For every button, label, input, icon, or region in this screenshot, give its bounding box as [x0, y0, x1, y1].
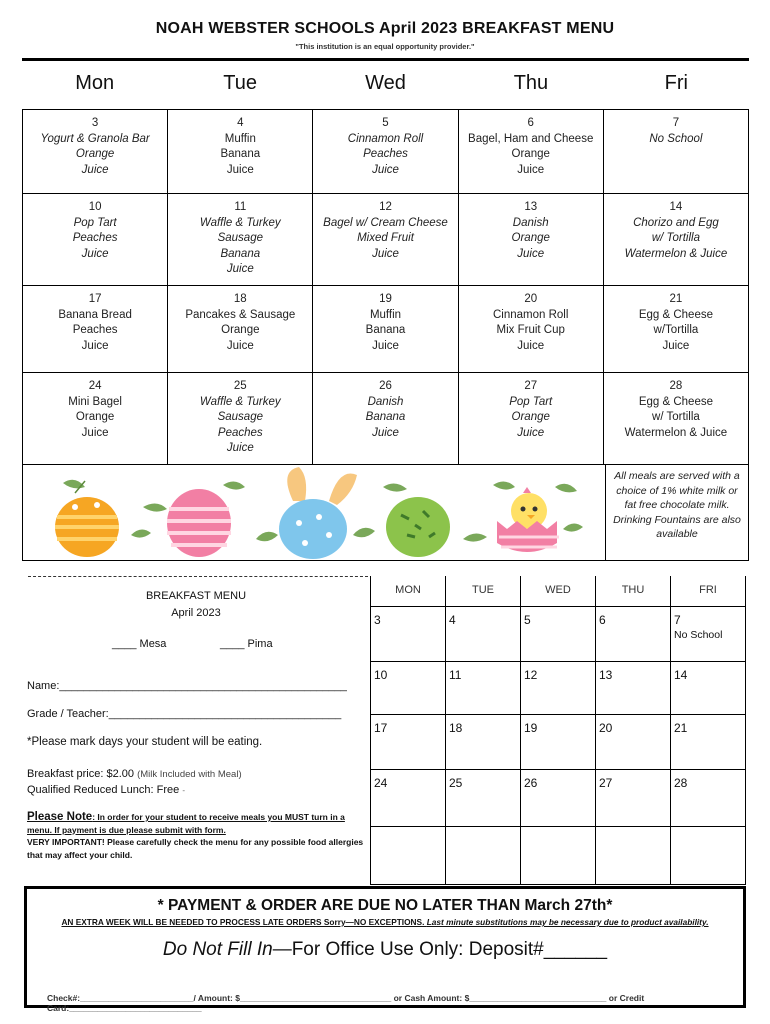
menu-day-cell: 14 Chorizo and Egg w/ Tortilla Watermelon & Juice — [604, 194, 749, 285]
menu-day-cell: 26 Danish Banana Juice — [313, 373, 458, 464]
weekday-fri: Fri — [664, 72, 688, 94]
weekday-header — [22, 64, 749, 104]
cal-day-box[interactable]: 20 — [596, 715, 671, 769]
chick-egg-icon — [497, 487, 559, 552]
menu-day-cell: 6 Bagel, Ham and Cheese Orange Juice — [459, 110, 604, 193]
menu-day-cell: 10 Pop Tart Peaches Juice — [23, 194, 168, 285]
office-use-line: Do Not Fill In—For Office Use Only: Deposit#______ — [162, 939, 608, 960]
cut-line — [28, 576, 368, 577]
menu-day-cell: 20 Cinnamon Roll Mix Fruit Cup Juice — [459, 286, 604, 372]
cal-day-box[interactable]: 5 — [521, 607, 596, 661]
pima-checkbox[interactable]: ____ Pima — [220, 638, 273, 650]
cal-day-box[interactable]: 14 — [671, 662, 746, 714]
cal-head-mon: MON — [371, 576, 446, 606]
menu-day-cell: 11 Waffle & Turkey Sausage Banana Juice — [168, 194, 313, 285]
cal-day-box[interactable]: 12 — [521, 662, 596, 714]
cal-day-box[interactable]: 25 — [446, 770, 521, 826]
cal-day-box[interactable]: 13 — [596, 662, 671, 714]
decor-row — [23, 465, 749, 561]
mark-days-instruction: *Please mark days your student will be eating. — [27, 736, 263, 748]
breakfast-price: Breakfast price: $2.00 (Milk Included with Meal) — [27, 768, 242, 780]
cal-day-box[interactable]: 4 — [446, 607, 521, 661]
menu-day-cell: 5 Cinnamon Roll Peaches Juice — [313, 110, 458, 193]
menu-day-cell: 25 Waffle & Turkey Sausage Peaches Juice — [168, 373, 313, 464]
cal-day-box-no-school: 7 No School — [671, 607, 746, 661]
cal-day-box[interactable]: 18 — [446, 715, 521, 769]
order-calendar — [370, 576, 746, 885]
mesa-checkbox[interactable]: ____ Mesa — [112, 638, 167, 650]
menu-day-cell: 13 Danish Orange Juice — [459, 194, 604, 285]
reduced-lunch: Qualified Reduced Lunch: Free - — [27, 784, 185, 796]
cal-day-box[interactable]: 19 — [521, 715, 596, 769]
calendar-row — [371, 827, 746, 885]
cal-day-box[interactable]: 3 — [371, 607, 446, 661]
calendar-row — [371, 662, 746, 715]
cal-day-box[interactable]: 21 — [671, 715, 746, 769]
weekday-thu: Thu — [513, 72, 549, 94]
orange-egg-icon — [55, 497, 119, 557]
cal-day-box[interactable] — [671, 827, 746, 884]
form-title: BREAKFAST MENU — [145, 590, 247, 602]
easter-eggs-illustration — [23, 465, 606, 560]
cal-day-box[interactable] — [596, 827, 671, 884]
cal-head-thu: THU — [596, 576, 671, 606]
easter-eggs-svg — [23, 465, 606, 561]
cal-day-box[interactable]: 17 — [371, 715, 446, 769]
menu-week-2 — [23, 194, 749, 286]
cal-day-box[interactable]: 6 — [596, 607, 671, 661]
menu-day-cell: 27 Pop Tart Orange Juice — [459, 373, 604, 464]
menu-day-cell: 12 Bagel w/ Cream Cheese Mixed Fruit Juice — [313, 194, 458, 285]
cal-day-box[interactable]: 27 — [596, 770, 671, 826]
calendar-header — [371, 576, 746, 607]
menu-grid — [22, 109, 749, 561]
menu-day-cell-no-school: 7 No School — [604, 110, 749, 193]
page-title: NOAH WEBSTER SCHOOLS April 2023 BREAKFAST MENU — [155, 20, 615, 37]
order-form — [22, 580, 370, 880]
weekday-tue: Tue — [223, 72, 257, 94]
calendar-row — [371, 770, 746, 827]
cal-day-box[interactable]: 11 — [446, 662, 521, 714]
green-egg-icon — [386, 497, 450, 557]
late-orders-note: AN EXTRA WEEK WILL BE NEEDED TO PROCESS LATE ORDERS Sorry—NO EXCEPTIONS. Last minute substitutions may be necessary due to product availability. — [61, 917, 709, 927]
menu-week-3 — [23, 286, 749, 373]
cal-day-box[interactable] — [446, 827, 521, 884]
please-note: Please Note: In order for your student to receive meals you MUST turn in a menu. If payment is due please submit with form. VERY IMPORTANT! Please carefully check the menu for any possible food allergies that may affect your child. — [27, 811, 364, 860]
name-field[interactable]: Name:_______________________________________________ — [27, 680, 347, 692]
cal-head-tue: TUE — [446, 576, 521, 606]
menu-day-cell: 4 Muffin Banana Juice — [168, 110, 313, 193]
menu-day-cell: 21 Egg & Cheese w/Tortilla Juice — [604, 286, 749, 372]
menu-week-1 — [23, 110, 749, 194]
title-rule — [22, 58, 749, 61]
weekday-wed: Wed — [365, 72, 406, 94]
cal-head-fri: FRI — [671, 576, 746, 606]
calendar-row — [371, 607, 746, 662]
menu-day-cell: 24 Mini Bagel Orange Juice — [23, 373, 168, 464]
payment-headline: * PAYMENT & ORDER ARE DUE NO LATER THAN March 27th* — [157, 897, 613, 914]
cal-head-wed: WED — [521, 576, 596, 606]
bunny-egg-icon — [279, 467, 357, 559]
cal-day-box[interactable]: 10 — [371, 662, 446, 714]
page-subtitle: "This institution is an equal opportunity provider." — [295, 42, 475, 51]
milk-note: All meals are served with a choice of 1% white milk or fat free chocolate milk. Drinking Fountains are also available — [606, 465, 749, 560]
cal-day-box[interactable]: 26 — [521, 770, 596, 826]
menu-day-cell: 28 Egg & Cheese w/ Tortilla Watermelon & Juice — [604, 373, 749, 464]
form-month: April 2023 — [171, 607, 221, 619]
calendar-row — [371, 715, 746, 770]
cal-day-box[interactable]: 28 — [671, 770, 746, 826]
cal-day-box[interactable] — [521, 827, 596, 884]
cal-day-box[interactable] — [371, 827, 446, 884]
payment-fields[interactable]: Check#:________________________/ Amount: $________________________________ or Cash Amount: $_____________________________ or Credit Card:____________________________ — [47, 993, 645, 1013]
menu-day-cell: 19 Muffin Banana Juice — [313, 286, 458, 372]
weekday-mon: Mon — [75, 72, 115, 94]
grade-teacher-field[interactable]: Grade / Teacher:______________________________________ — [27, 708, 342, 720]
menu-day-cell: 3 Yogurt & Granola Bar Orange Juice — [23, 110, 168, 193]
cal-day-box[interactable]: 24 — [371, 770, 446, 826]
menu-day-cell: 18 Pancakes & Sausage Orange Juice — [168, 286, 313, 372]
payment-box — [24, 886, 746, 1013]
pink-egg-icon — [167, 489, 231, 557]
menu-day-cell: 17 Banana Bread Peaches Juice — [23, 286, 168, 372]
menu-week-4 — [23, 373, 749, 465]
